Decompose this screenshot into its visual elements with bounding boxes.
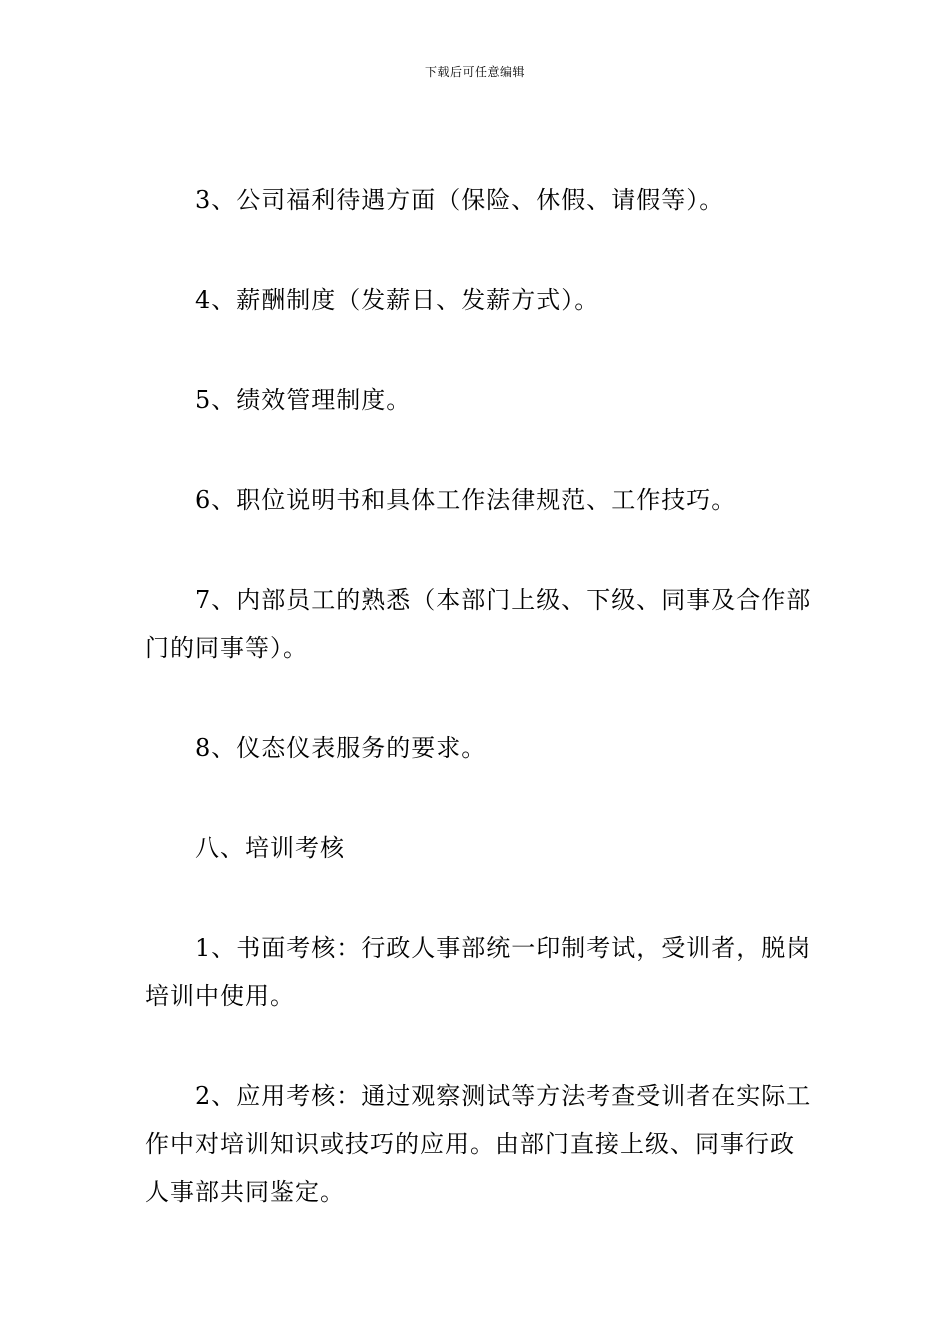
document-body [145,176,815,1268]
paragraph-benefits: 3、公司福利待遇方面（保险、休假、请假等）。 [195,186,725,214]
paragraph-salary-system: 4、薪酬制度（发薪日、发薪方式）。 [195,286,600,314]
page-header: 下载后可任意编辑 [424,65,525,79]
paragraph-appearance-requirements: 8、仪态仪表服务的要求。 [195,734,487,762]
section-heading-training-assessment: 八、培训考核 [195,834,345,862]
paragraph-performance-management: 5、绩效管理制度。 [195,386,412,414]
paragraph-internal-staff: 7、内部员工的熟悉（本部门上级、下级、同事及合作部门的同事等）。 [145,586,812,662]
paragraph-application-assessment: 2、应用考核：通过观察测试等方法考查受训者在实际工作中对培训知识或技巧的应用。由部门直接上级、同事行政人事部共同鉴定。 [145,1082,812,1206]
paragraph-job-description: 6、职位说明书和具体工作法律规范、工作技巧。 [195,486,737,514]
paragraph-written-assessment: 1、书面考核：行政人事部统一印制考试，受训者，脱岗培训中使用。 [145,934,812,1010]
